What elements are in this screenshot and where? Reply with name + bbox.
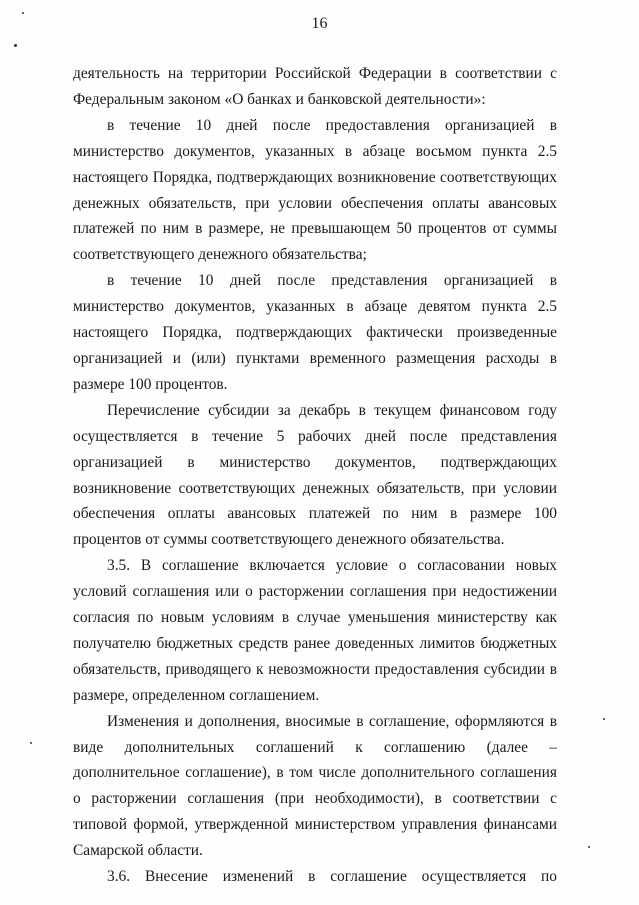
scan-speck	[22, 12, 24, 14]
page-number: 16	[311, 15, 328, 32]
paragraph-2: в течение 10 дней после предоставления организацией в министерство документов, указанных в абзаце восьмом пункта 2.5 настоящего Порядка, подтверждающих возникновение соответствующих денежных обязательств, при условии обеспечения оплаты авансовых платежей по ним в размере, не превышающем 50 процентов от суммы соответствующего денежного обязательства;	[73, 116, 557, 264]
paragraph-5: 3.5. В соглашение включается условие о согласовании новых условий соглашения или о расторжении соглашения при недостижении согласия по новым условиям в случае уменьшения министерству как получателю бюджетных средств ранее доведенных лимитов бюджетных обязательств, приводящего к невозможности предоставления субсидии в размере, определенном соглашением.	[73, 557, 557, 704]
paragraph-6: Изменения и дополнения, вносимые в соглашение, оформляются в виде дополнительных соглашений к соглашению (далее – дополнительное соглашение), в том числе дополнительного соглашения о расторжении соглашения (при необходимости), в соответствии с типовой формой, утвержденной министерством управления финансами Самарской области.	[73, 712, 557, 860]
scan-speck	[603, 718, 605, 720]
paragraph-7: 3.6. Внесение изменений в соглашение осуществляется по	[107, 868, 557, 886]
paragraph-3: в течение 10 дней после представления организацией в министерство документов, указанных в абзаце девятом пункта 2.5 настоящего Порядка, подтверждающих фактически произведенные организацией и (или) пунктами временного размещения расходы в размере 100 процентов.	[73, 272, 557, 393]
paragraph-4: Перечисление субсидии за декабрь в текущем финансовом году осуществляется в течение 5 рабочих дней после представления организацией в министерство документов, подтверждающих возникновение соответствующих денежных обязательств, при условии обеспечения оплаты авансовых платежей по ним в размере 100 процентов от суммы соответствующего денежного обязательства.	[73, 401, 557, 549]
scan-speck	[14, 44, 17, 47]
scan-speck	[30, 742, 32, 744]
paragraph-1: деятельность на территории Российской Федерации в соответствии с Федеральным законом «О банках и банковской деятельности»:	[73, 65, 557, 108]
document-body	[73, 61, 557, 890]
scan-speck	[588, 846, 590, 848]
